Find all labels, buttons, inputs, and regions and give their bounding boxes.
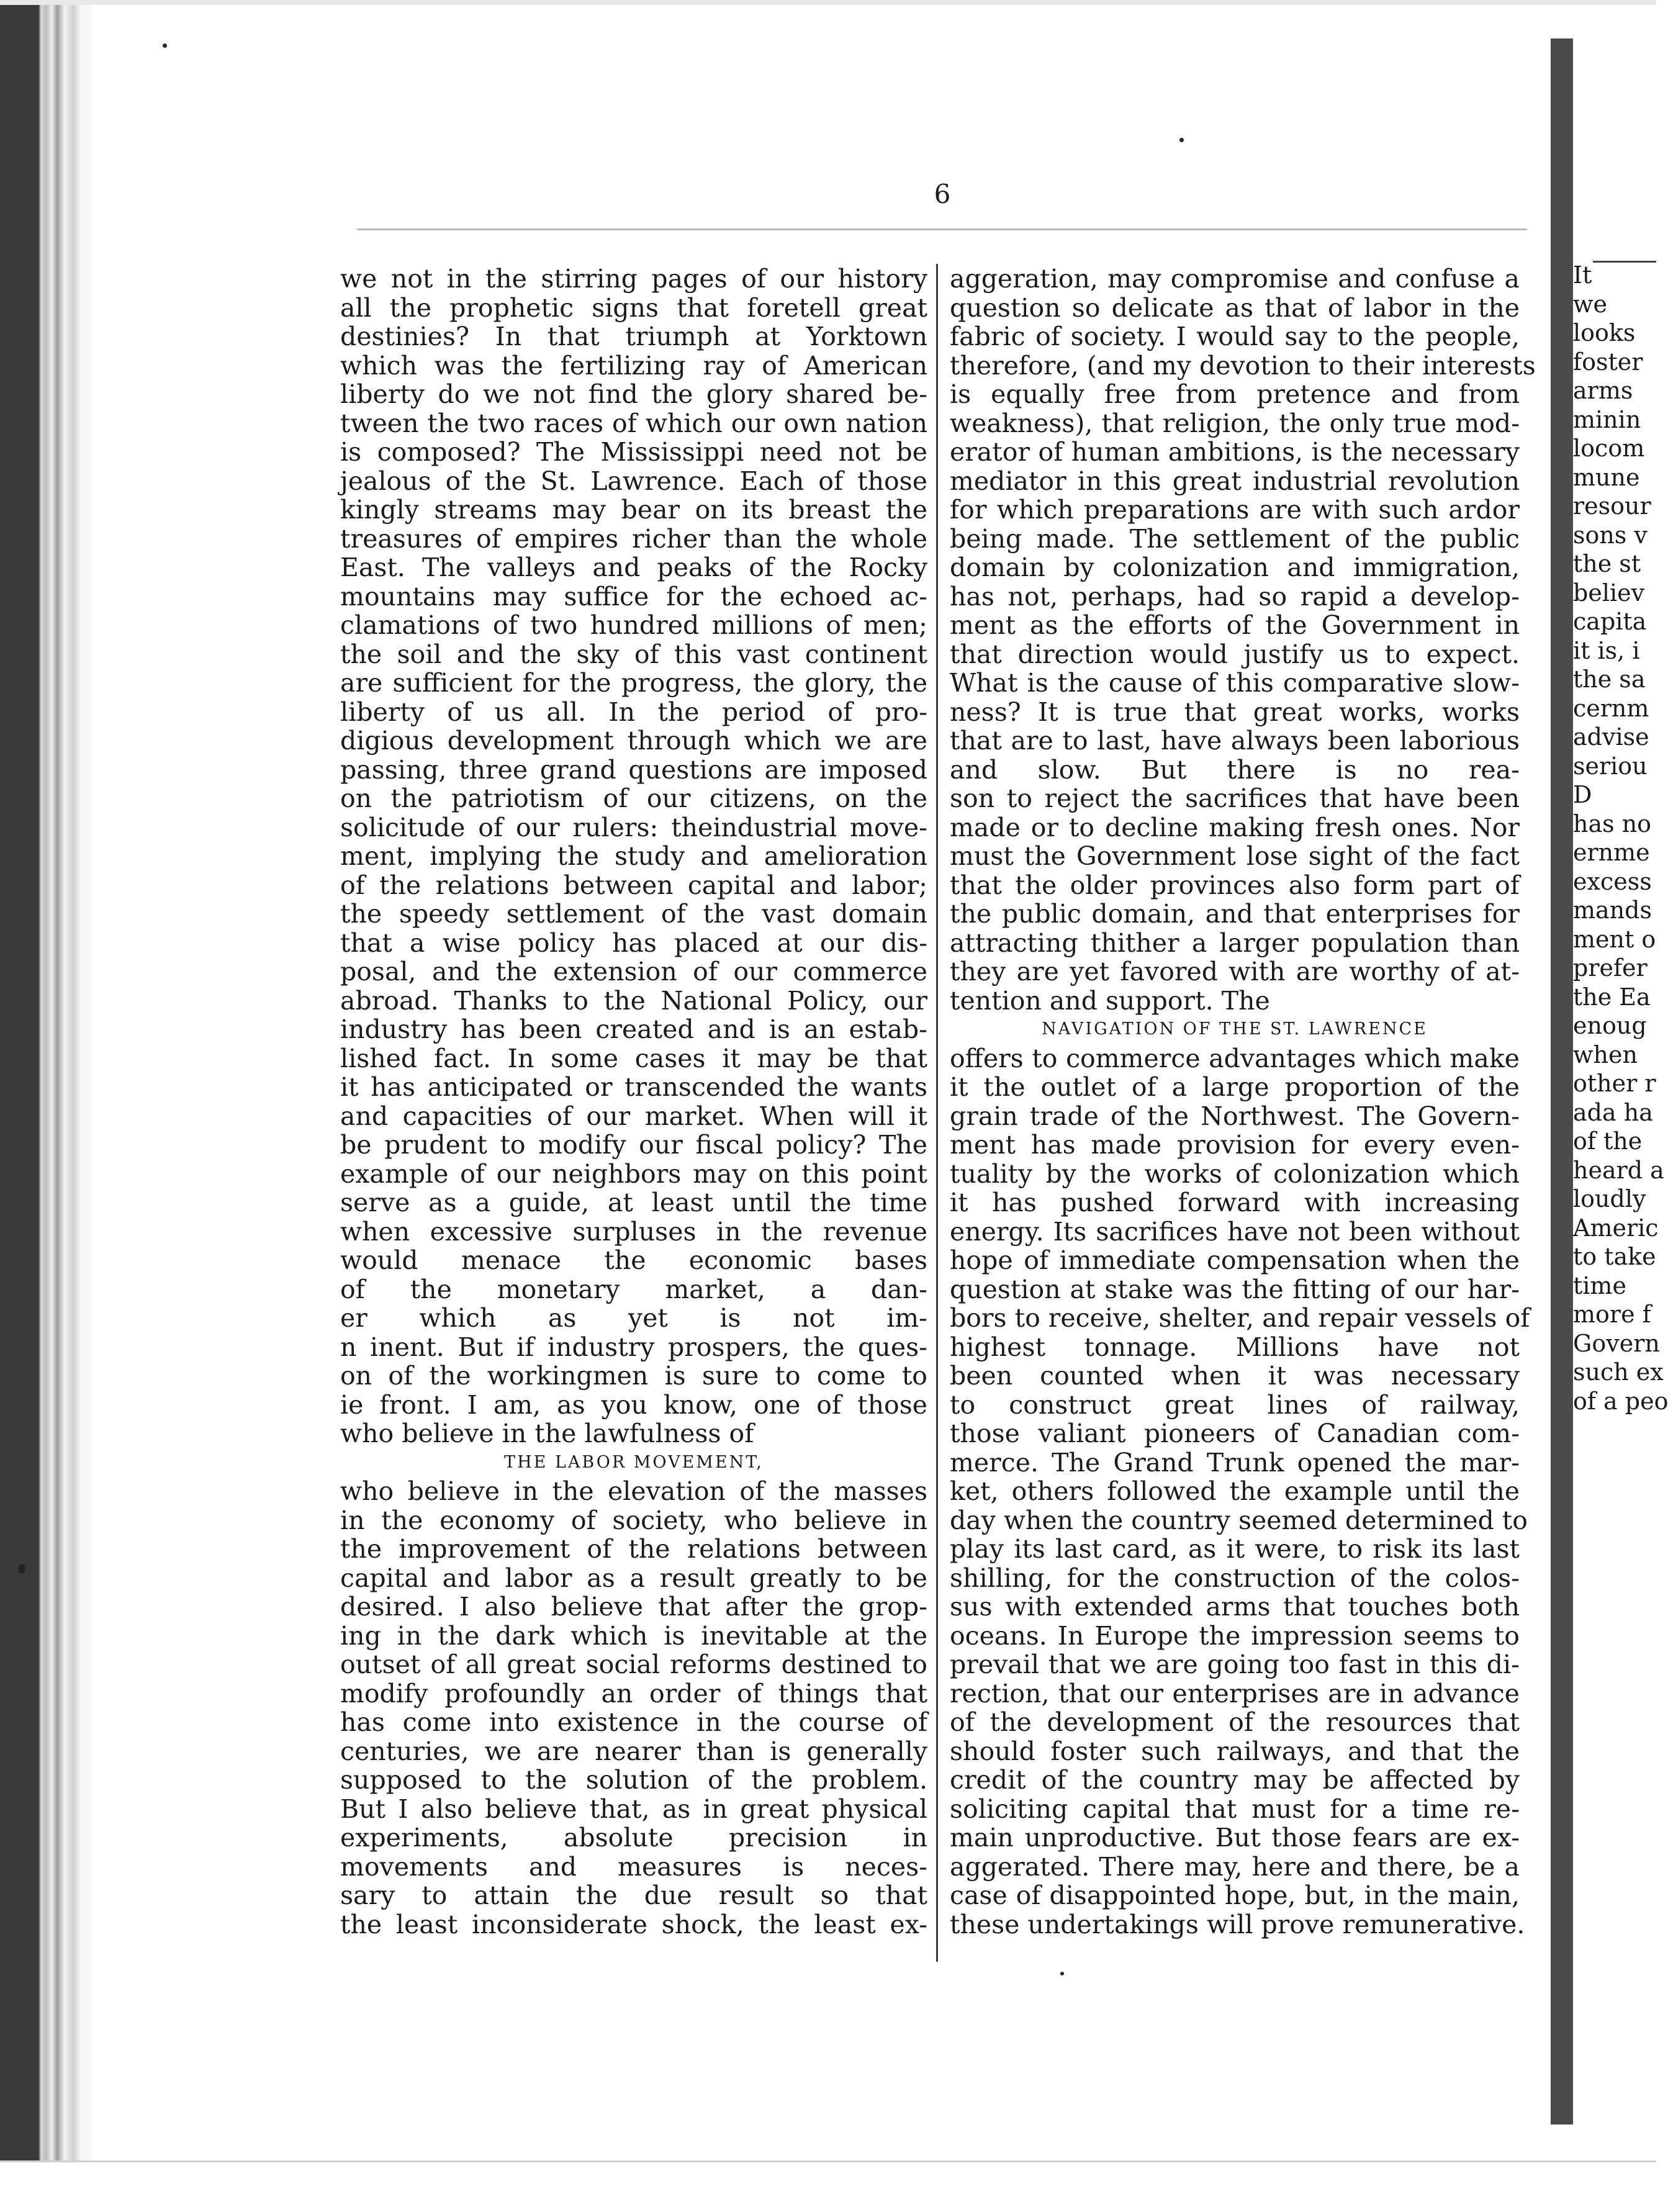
next-page-line: excess <box>1573 867 1652 895</box>
text-line: being made. The settlement of the public <box>950 523 1520 554</box>
next-page-line: the sa <box>1573 666 1646 693</box>
text-line: treasures of empires richer than the whole <box>340 523 927 554</box>
text-line: that the older provinces also form part of <box>950 870 1520 900</box>
text-line: made or to decline making fresh ones. Nor <box>950 812 1520 842</box>
text-line: therefore, (and my devotion to their interests <box>950 350 1536 381</box>
text-line: should foster such railways, and that the <box>950 1736 1520 1766</box>
text-line: clamations of two hundred millions of men; <box>340 610 927 640</box>
text-line: er which as yet is not im- <box>340 1303 927 1333</box>
next-page-line: such ex <box>1573 1358 1664 1386</box>
section-heading: NAVIGATION OF THE ST. LAWRENCE <box>1042 1019 1428 1039</box>
text-line: that a wise policy has placed at our dis- <box>340 928 927 958</box>
text-line: n inent. But if industry prospers, the ques- <box>340 1332 927 1362</box>
text-line: grain trade of the Northwest. The Govern- <box>950 1101 1520 1131</box>
text-line: ment, implying the study and amelioration <box>340 841 927 871</box>
next-page-line: arms <box>1573 377 1633 404</box>
text-line: play its last card, as it were, to risk its last <box>950 1534 1520 1564</box>
section-heading: THE LABOR MOVEMENT, <box>504 1452 764 1472</box>
text-line: the least inconsiderate shock, the least ex- <box>340 1909 927 1939</box>
text-line: serve as a guide, at least until the time <box>340 1188 927 1217</box>
next-page-line: to take <box>1573 1243 1656 1270</box>
text-line: question so delicate as that of labor in the <box>950 292 1520 323</box>
next-page-line: seriou <box>1573 752 1648 780</box>
scan-speck <box>19 1564 25 1573</box>
text-line: But I also believe that, as in great physical <box>340 1794 927 1824</box>
text-line: supposed to the solution of the problem. <box>340 1765 927 1795</box>
next-page-line: time <box>1573 1271 1626 1299</box>
text-line: liberty do we not find the glory shared be- <box>340 379 927 409</box>
text-line: industry has been created and is an estab- <box>340 1014 927 1044</box>
text-line: kingly streams may bear on its breast the <box>340 495 927 525</box>
next-page-line: enoug <box>1573 1012 1647 1039</box>
text-line: must the Government lose sight of the fact <box>950 841 1520 871</box>
text-line: in the economy of society, who believe in <box>340 1505 927 1535</box>
text-line: on of the workingmen is sure to come to <box>340 1361 927 1391</box>
text-line: the improvement of the relations between <box>340 1534 927 1564</box>
text-line: jealous of the St. Lawrence. Each of those <box>340 466 927 496</box>
text-line: the speedy settlement of the vast domain <box>340 899 927 929</box>
text-line: oceans. In Europe the impression seems to <box>950 1620 1520 1651</box>
text-line: those valiant pioneers of Canadian com- <box>950 1419 1520 1448</box>
text-line: who believe in the elevation of the masses <box>340 1476 927 1506</box>
next-page-fragment <box>1573 261 1668 2061</box>
text-line: who believe in the lawfulness of <box>340 1419 754 1448</box>
scan-speck <box>163 43 167 48</box>
next-page-line: the st <box>1573 550 1641 577</box>
text-line: which was the fertilizing ray of American <box>340 350 927 381</box>
page-number: 6 <box>934 179 951 209</box>
text-line: centuries, we are nearer than is generally <box>340 1736 927 1766</box>
text-line: of the development of the resources that <box>950 1707 1520 1737</box>
text-line: ment has made provision for every even- <box>950 1130 1520 1160</box>
text-line: East. The valleys and peaks of the Rocky <box>340 553 927 582</box>
scan-top-edge <box>0 0 1656 5</box>
text-line: is equally free from pretence and from <box>950 379 1520 409</box>
text-line: weakness), that religion, the only true mod- <box>950 408 1520 438</box>
text-line: all the prophetic signs that foretell great <box>340 292 927 323</box>
next-page-line: the Ea <box>1573 983 1651 1011</box>
text-line: rection, that our enterprises are in advance <box>950 1678 1520 1709</box>
text-line: sus with extended arms that touches both <box>950 1592 1520 1622</box>
text-line: capital and labor as a result greatly to be <box>340 1563 927 1593</box>
next-page-line: Govern <box>1573 1329 1660 1357</box>
text-line: aggeration, may compromise and confuse a <box>950 264 1520 294</box>
text-line: lished fact. In some cases it may be that <box>340 1043 927 1073</box>
text-line: destinies? In that triumph at Yorktown <box>340 322 927 351</box>
text-line: is composed? The Mississippi need not be <box>340 437 927 467</box>
text-line: when excessive surpluses in the revenue <box>340 1216 927 1247</box>
text-line: liberty of us all. In the period of pro- <box>340 697 927 727</box>
text-line: passing, three grand questions are imposed <box>340 754 927 785</box>
scan-left-edge-shadow <box>0 0 92 2210</box>
text-line: question at stake was the fitting of our har- <box>950 1274 1520 1304</box>
next-page-line: believ <box>1573 579 1645 607</box>
text-line: has not, perhaps, had so rapid a develop- <box>950 581 1520 612</box>
text-line: these undertakings will prove remunerative. <box>950 1909 1525 1939</box>
text-line: ment as the efforts of the Government in <box>950 610 1520 640</box>
text-line: abroad. Thanks to the National Policy, our <box>340 985 927 1016</box>
text-line: desired. I also believe that after the grop- <box>340 1592 927 1622</box>
text-line: ket, others followed the example until the <box>950 1476 1520 1506</box>
next-page-line: It <box>1573 261 1592 289</box>
text-line: outset of all great social reforms destined to <box>340 1650 927 1679</box>
text-line: digious development through which we are <box>340 726 927 756</box>
header-rule <box>357 228 1527 230</box>
next-page-line: advise <box>1573 723 1649 751</box>
next-page-line: foster <box>1573 348 1643 376</box>
next-page-line: cernm <box>1573 694 1649 722</box>
text-line: to construct great lines of railway, <box>950 1389 1520 1420</box>
text-line: modify profoundly an order of things that <box>340 1678 927 1709</box>
next-page-line: looks <box>1573 319 1636 346</box>
text-line: are sufficient for the progress, the glory, the <box>340 668 927 698</box>
text-line: for which preparations are with such ardor <box>950 495 1520 525</box>
text-line: they are yet favored with are worthy of at- <box>950 957 1520 986</box>
text-line: has come into existence in the course of <box>340 1707 927 1737</box>
next-page-line: more f <box>1573 1301 1651 1328</box>
text-line: ing in the dark which is inevitable at the <box>340 1620 927 1651</box>
text-line: fabric of society. I would say to the people, <box>950 322 1520 351</box>
next-page-line: ada ha <box>1573 1098 1653 1126</box>
next-page-line: Americ <box>1573 1214 1659 1242</box>
text-line: erator of human ambitions, is the necessary <box>950 437 1520 467</box>
right-text-column <box>950 264 1536 1939</box>
text-line: shilling, for the construction of the colos- <box>950 1563 1520 1593</box>
text-line: energy. Its sacrifices have not been without <box>950 1216 1520 1247</box>
text-line: been counted when it was necessary <box>950 1361 1520 1391</box>
next-page-line: ernme <box>1573 839 1650 866</box>
scan-speck <box>1060 1972 1064 1975</box>
text-line: the soil and the sky of this vast continent <box>340 639 927 669</box>
text-line: would menace the economic bases <box>340 1245 927 1275</box>
text-line: it the outlet of a large proportion of the <box>950 1072 1520 1102</box>
text-line: credit of the country may be affected by <box>950 1765 1520 1795</box>
text-line: domain by colonization and immigration, <box>950 553 1520 582</box>
text-line: example of our neighbors may on this point <box>340 1158 927 1189</box>
text-line: posal, and the extension of our commerce <box>340 957 927 986</box>
next-page-line: prefer <box>1573 954 1648 982</box>
text-line: offers to commerce advantages which make <box>950 1043 1520 1073</box>
next-page-line: locom <box>1573 435 1645 462</box>
next-page-line: mune <box>1573 463 1640 491</box>
scan-speck <box>1179 138 1184 142</box>
text-line: of the monetary market, a dan- <box>340 1274 927 1304</box>
next-page-line: sons v <box>1573 521 1648 549</box>
text-line: highest tonnage. Millions have not <box>950 1332 1520 1362</box>
next-page-line: resour <box>1573 492 1651 520</box>
next-page-line: other r <box>1573 1070 1656 1097</box>
next-page-line: it is, i <box>1573 636 1640 664</box>
text-line: be prudent to modify our fiscal policy? The <box>340 1130 927 1160</box>
text-line: it has anticipated or transcended the wants <box>340 1072 927 1102</box>
text-line: merce. The Grand Trunk opened the mar- <box>950 1447 1520 1478</box>
text-line: day when the country seemed determined to <box>950 1505 1528 1535</box>
left-text-column <box>340 264 927 1939</box>
text-line: solicitude of our rulers: theindustrial move- <box>340 812 927 842</box>
text-line: bors to receive, shelter, and repair vessels of <box>950 1303 1530 1333</box>
text-line: tween the two races of which our own nation <box>340 408 927 438</box>
text-line: experiments, absolute precision in <box>340 1823 927 1853</box>
text-line: of the relations between capital and labor; <box>340 870 927 900</box>
text-line: sary to attain the due result so that <box>340 1880 927 1910</box>
next-page-line: heard a <box>1573 1156 1664 1184</box>
text-line: prevail that we are going too fast in this di- <box>950 1650 1520 1679</box>
column-divider <box>936 264 938 1962</box>
text-line: mountains may suffice for the echoed ac- <box>340 581 927 612</box>
text-line: that direction would justify us to expect. <box>950 639 1520 669</box>
next-page-line: of a peo <box>1573 1387 1668 1415</box>
text-line: ness? It is true that great works, works <box>950 697 1520 727</box>
next-page-gutter-shadow <box>1551 38 1573 2124</box>
text-line: that are to last, have always been laborious <box>950 726 1520 756</box>
text-line: case of disappointed hope, but, in the main, <box>950 1880 1520 1910</box>
next-page-line: minin <box>1573 405 1641 433</box>
text-line: aggerated. There may, here and there, be a <box>950 1851 1520 1882</box>
text-line: we not in the stirring pages of our history <box>340 264 927 294</box>
next-page-line: loudly <box>1573 1185 1646 1212</box>
text-line: mediator in this great industrial revolution <box>950 466 1520 496</box>
next-page-line: of the <box>1573 1127 1643 1155</box>
next-page-line: when <box>1573 1041 1638 1068</box>
text-line: it has pushed forward with increasing <box>950 1188 1520 1217</box>
text-line: soliciting capital that must for a time re- <box>950 1794 1520 1824</box>
text-line: tuality by the works of colonization which <box>950 1158 1520 1189</box>
next-page-line: ment o <box>1573 925 1656 953</box>
next-page-line: has no <box>1573 810 1652 837</box>
text-line: ie front. I am, as you know, one of those <box>340 1389 927 1420</box>
text-line: and slow. But there is no rea- <box>950 754 1520 785</box>
text-line: main unproductive. But those fears are ex- <box>950 1823 1520 1853</box>
next-page-line: mands <box>1573 896 1652 924</box>
text-line: the public domain, and that enterprises for <box>950 899 1520 929</box>
text-line: on the patriotism of our citizens, on the <box>340 783 927 813</box>
text-line: movements and measures is neces- <box>340 1851 927 1882</box>
text-line: son to reject the sacrifices that have been <box>950 783 1520 813</box>
text-line: tention and support. The <box>950 985 1270 1016</box>
scan-bottom-edge <box>0 2160 1656 2212</box>
text-line: and capacities of our market. When will it <box>340 1101 927 1131</box>
next-page-line: capita <box>1573 608 1647 635</box>
text-line: What is the cause of this comparative slow- <box>950 668 1520 698</box>
text-line: hope of immediate compensation when the <box>950 1245 1520 1275</box>
next-page-line: D <box>1573 781 1592 808</box>
text-line: attracting thither a larger population than <box>950 928 1520 958</box>
next-page-line: we <box>1573 290 1608 318</box>
